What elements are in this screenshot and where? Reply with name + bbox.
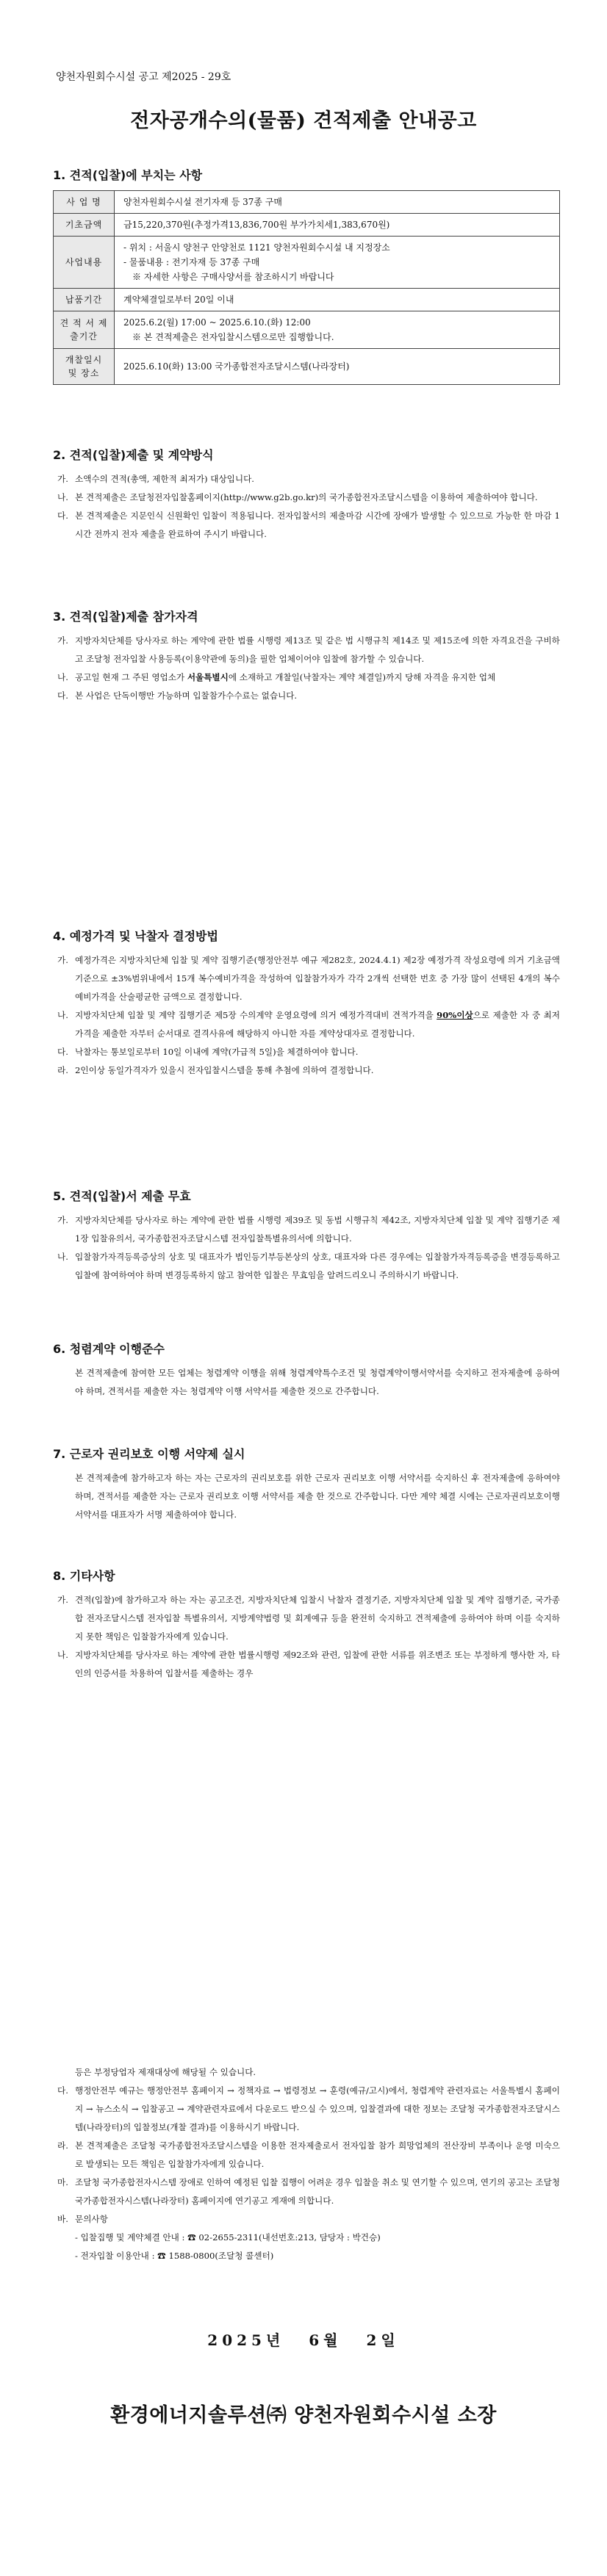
notice-number: 양천자원회수시설 공고 제2025 - 29호 (56, 71, 231, 83)
item-marker: 가. (57, 635, 68, 646)
section-heading: 6. 청렴계약 이행준수 (53, 1342, 165, 1356)
page-title: 전자공개수의(물품) 견적제출 안내공고 (130, 109, 477, 132)
list-item (53, 687, 560, 705)
section-invalid-bids (53, 1187, 560, 1285)
section-heading: 7. 근로자 권리보호 이행 서약제 실시 (53, 1447, 245, 1461)
item-text: 본 사업은 단독이행만 가능하며 입찰참가수수료는 없습니다. (75, 690, 298, 701)
item-marker: 바. (57, 2214, 68, 2224)
table-row (54, 289, 560, 311)
text-part: 에 소재하고 개찰일(낙찰자는 계약 체결일)까지 당해 자격을 유지한 업체 (228, 672, 496, 682)
item-marker: 나. (57, 492, 68, 502)
item-text: 본 견적제출은 지문인식 신원확인 입찰이 적용됩니다. 전자입찰서의 제출마감 시간에 장애가 발생할 수 있으므로 가능한 한 마감 1시간 전까지 전자 제출을 완료하여 주시기 바랍니다. (75, 510, 560, 539)
item-marker: 가. (57, 474, 68, 484)
row-label: 기초금액 (54, 214, 115, 237)
item-text: 본 견적제출은 조달청 국가종합전자조달시스템을 이용한 전자제출로서 전자입찰 참가 희망업체의 전산장비 부족이나 운영 미숙으로 발생되는 모든 책임은 입찰참가자에게 있습니다. (75, 2140, 560, 2169)
row-value (115, 311, 560, 349)
contact-line: - 전자입찰 이용안내 : ☎ 1588-0800(조달청 콜센터) (75, 2251, 274, 2261)
item-marker: 나. (57, 672, 68, 682)
value-line: 양천자원회수시설 전기자재 등 37종 구매 (123, 197, 283, 207)
value-line: 계약체결일로부터 20일 이내 (123, 295, 234, 305)
section-other (53, 1567, 560, 1683)
list-item (53, 2210, 560, 2229)
list-item (53, 1248, 560, 1285)
text-part: 공고일 현재 그 주된 영업소가 (75, 672, 187, 682)
emphasis-text: 서울특별시 (187, 672, 229, 682)
value-line: ※ 자세한 사항은 구매사양서를 참조하시기 바랍니다 (132, 272, 334, 282)
item-text: 견적(입찰)에 참가하고자 하는 자는 공고조건, 지방자치단체 입찰시 낙찰자 결정기준, 지방자치단체 입찰 및 계약 집행기준, 국가종합 전자조달시스템 전자입찰 특별유의서, 지방계약법령 및 회계예규 등을 완전히 숙지하고 견적제출에 응하여야 하며 이를 숙지하지 못한 책임은 입찰참가자에게 있습니다. (75, 1595, 560, 1642)
list-item (53, 1591, 560, 1646)
item-marker: 다. (57, 2085, 68, 2096)
item-text (75, 668, 560, 687)
list-item (53, 2137, 560, 2173)
item-text: 본 견적제출은 조달청전자입찰홈페이지(http://www.g2b.go.kr)의 국가종합전자조달시스템을 이용하여 제출하여야 합니다. (75, 492, 538, 502)
value-line: - 물품내용 : 전기자재 등 37종 구매 (123, 257, 260, 267)
list-item (53, 1061, 560, 1080)
row-label: 납품기간 (54, 289, 115, 311)
item-marker: 라. (57, 2140, 68, 2151)
row-value (115, 237, 560, 289)
section-eligibility (53, 607, 560, 705)
row-label: 개찰일시 및 장소 (54, 349, 115, 385)
item-text: 입찰참가자격등록증상의 상호 및 대표자가 법인등기부등본상의 상호, 대표자와 다른 경우에는 입찰참가자격등록증을 변경등록하고 입찰에 참여하여야 하며 변경등록하지 않고 참여한 입찰은 무효임을 알려드리오니 주의하시기 바랍니다. (75, 1252, 560, 1280)
item-marker: 나. (57, 1252, 68, 1262)
list-item (53, 951, 560, 1006)
table-row (54, 191, 560, 214)
value-line: ※ 본 견적제출은 전자입찰시스템으로만 집행합니다. (132, 332, 334, 342)
item-text: 본 견적제출에 참가하고자 하는 자는 근로자의 권리보호를 위한 근로자 권리보호 이행 서약서를 숙지하신 후 전자제출에 응하여야 하며, 견적서를 제출한 자는 근로자 권리보호 이행 서약서를 제출 한 것으로 간주합니다. 다만 계약 체결 시에는 근로자권리보호이행서약서를 대표자가 서명 제출하여야 합니다. (75, 1473, 560, 1520)
item-marker: 가. (57, 955, 68, 965)
paragraph (53, 1469, 560, 1524)
row-value (115, 214, 560, 237)
list-item (53, 2082, 560, 2137)
table-row (54, 214, 560, 237)
item-text: 낙찰자는 통보일로부터 10일 이내에 계약(가급적 5일)을 체결하여야 합니다. (75, 1047, 359, 1057)
row-value (115, 289, 560, 311)
item-text: 행정안전부 예규는 행정안전부 홈페이지 → 정책자료 → 법령정보 → 훈령(예규/고시)에서, 청렴계약 관련자료는 서울특별시 홈페이지 → 뉴스소식 → 입찰공고 → 계약관련자료에서 다운로드 받으실 수 있으며, 입찰결과에 대한 정보는 조달청 국가종합전자조달시스템(나라장터)의 입찰정보(개찰 결과)를 이용하시기 바랍니다. (75, 2085, 560, 2132)
item-text: 지방자치단체를 당사자로 하는 계약에 관한 법률 시행령 제13조 및 같은 법 시행규칙 제14조 및 제15조에 의한 자격요건을 구비하고 조달청 전자입찰 사용등록(이용약관에 동의)을 필한 업체이어야 입찰에 참가할 수 있습니다. (75, 635, 560, 664)
list-item (53, 668, 560, 687)
list-item (53, 1043, 560, 1061)
section-price-decision (53, 927, 560, 1080)
item-text: 문의사항 (75, 2214, 108, 2224)
text-part: 지방자치단체 입찰 및 계약 집행기준 제5장 수의계약 운영요령에 의거 예정가격대비 견적가격을 (75, 1010, 437, 1020)
section-heading: 5. 견적(입찰)서 제출 무효 (53, 1189, 191, 1203)
list-item (53, 507, 560, 544)
item-marker: 라. (57, 1065, 68, 1075)
section-bid-method (53, 446, 560, 544)
row-value (115, 349, 560, 385)
section-heading: 3. 견적(입찰)제출 참가자격 (53, 610, 198, 624)
row-label: 견 적 서 제출기간 (54, 311, 115, 349)
section-heading: 1. 견적(입찰)에 부치는 사항 (53, 168, 203, 182)
emphasis-text: 90%이상 (437, 1010, 473, 1020)
item-marker: 나. (57, 1010, 68, 1020)
item-text: 지방자치단체를 당사자로 하는 계약에 관한 법률 시행령 제39조 및 동법 시행규칙 제42조, 지방자치단체 입찰 및 계약 집행기준 제1장 입찰유의서, 국가종합전자조달시스템 전자입찰특별유의서에 의합니다. (75, 1215, 560, 1244)
section-heading: 4. 예정가격 및 낙찰자 결정방법 (53, 929, 218, 943)
value-line: 2025.6.2(월) 17:00 ~ 2025.6.10.(화) 12:00 (123, 317, 311, 328)
list-item (53, 2173, 560, 2210)
item-marker: 다. (57, 510, 68, 521)
notice-date: 2025년 6월 2일 (207, 2331, 400, 2349)
text-part: 으로 제출한 자 중 최저가격을 제출한 자부터 순서대로 결격사유에 해당하지 아니한 자를 계약상대자로 결정합니다. (75, 1010, 560, 1039)
item-marker: 다. (57, 690, 68, 701)
list-item (53, 1211, 560, 1248)
row-label: 사업내용 (54, 237, 115, 289)
item-text: 2인이상 동일가격자가 있을시 전자입찰시스템을 통해 추첨에 의하여 결정합니다. (75, 1065, 374, 1075)
paragraph (53, 1364, 560, 1401)
item-text: 등은 부정당업자 제재대상에 해당될 수 있습니다. (75, 2067, 256, 2077)
section-bid-items (53, 166, 560, 385)
section-worker-rights (53, 1445, 560, 1524)
bid-info-table (53, 190, 560, 385)
item-text: 조달청 국가종합전자시스템 장애로 인하여 예정된 입찰 집행이 어려운 경우 입찰을 취소 및 연기할 수 있으며, 연기의 공고는 조달청 국가종합전자시스템(나라장터) 홈페이지에 연기공고 게재에 의합니다. (75, 2177, 560, 2206)
item-marker: 다. (57, 1047, 68, 1057)
section-heading: 8. 기타사항 (53, 1569, 115, 1583)
item-marker: 마. (57, 2177, 68, 2187)
issuer-signature: 환경에너지솔루션㈜ 양천자원회수시설 소장 (110, 2404, 497, 2427)
item-text: 소액수의 견적(총액, 제한적 최저가) 대상입니다. (75, 474, 254, 484)
row-value (115, 191, 560, 214)
value-line: 금15,220,370원(추정가격13,836,700원 부가가치세1,383,670원) (123, 220, 390, 230)
section-other-continued (53, 2063, 560, 2265)
section-heading: 2. 견적(입찰)제출 및 계약방식 (53, 448, 214, 462)
value-line: 2025.6.10(화) 13:00 국가종합전자조달시스템(나라장터) (123, 361, 350, 372)
list-item (53, 488, 560, 507)
item-text: 지방자치단체를 당사자로 하는 계약에 관한 법률시행령 제92조와 관련, 입찰에 관한 서류를 위조변조 또는 부정하게 행사한 자, 타인의 인증서를 차용하여 입찰서를 제출하는 경우 (75, 1650, 560, 1678)
item-text: 예정가격은 지방자치단체 입찰 및 계약 집행기준(행정안전부 예규 제282호, 2024.4.1) 제2장 예정가격 작성요령에 의거 기초금액 기준으로 ±3%범위내에서 15개 복수예비가격을 작성하여 입찰참가자가 각각 2개씩 선택한 번호 중 가장 많이 선택된 4개의 복수예비가격을 산술평균한 금액으로 결정합니다. (75, 955, 560, 1002)
value-line: - 위치 : 서울시 양천구 안양천로 1121 양천자원회수시설 내 지정장소 (123, 242, 390, 253)
contact-line: - 입찰집행 및 계약체결 안내 : ☎ 02-2655-2311(내선번호:213, 담당자 : 박건승) (75, 2232, 381, 2243)
item-text: 본 견적제출에 참여한 모든 업체는 청렴계약 이행을 위해 청렴계약특수조건 및 청렴계약이행서약서를 숙지하고 전자제출에 응하여야 하며, 견적서를 제출한 자는 청렴계약 이행 서약서를 제출한 것으로 간주합니다. (75, 1368, 560, 1396)
item-text (75, 1006, 560, 1043)
table-row (54, 237, 560, 289)
item-marker: 나. (57, 1650, 68, 1660)
list-item (53, 1646, 560, 1683)
item-marker: 가. (57, 1595, 68, 1605)
section-integrity-contract (53, 1340, 560, 1401)
row-label: 사 업 명 (54, 191, 115, 214)
table-row (54, 311, 560, 349)
list-item (53, 1006, 560, 1043)
list-item (53, 632, 560, 668)
continued-text (53, 2063, 560, 2082)
list-item (53, 470, 560, 488)
item-marker: 가. (57, 1215, 68, 1225)
table-row (54, 349, 560, 385)
